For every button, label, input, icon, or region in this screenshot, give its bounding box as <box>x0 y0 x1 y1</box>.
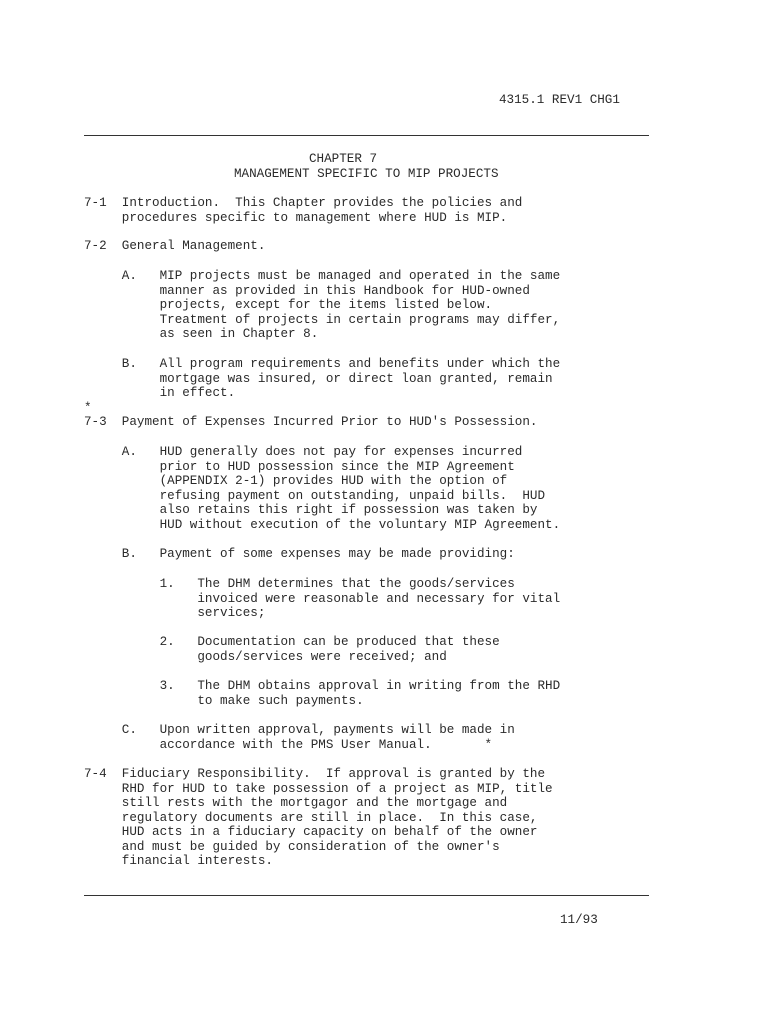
section-7-3-c: C. Upon written approval, payments will be made in accordance with the PMS User Manual. * <box>121 723 515 752</box>
section-7-4: 7-4 Fiduciary Responsibility. If approval is granted by the RHD for HUD to take possession of a project as MIP, title still rests with the mortgagor and the mortgage and regulatory documents are still in place. In this case, HUD acts in a fiduciary capacity on behalf of the owner and must be guided by consideration of the owner's financial interests. <box>84 767 553 868</box>
section-7-3-b: B. Payment of some expenses may be made providing: <box>84 547 515 561</box>
section-7-2-a: A. MIP projects must be managed and operated in the same manner as provided in this Handbook for HUD-owned projects, except for the items listed below. Treatment of projects in certain programs may differ, as seen in Chapter 8. <box>121 269 561 341</box>
section-7-3-heading: 7-3 Payment of Expenses Incurred Prior to HUD's Possession. <box>84 415 538 429</box>
footer-rule <box>84 895 649 896</box>
section-7-3-b-3: 3. The DHM obtains approval in writing from the RHD to make such payments. <box>159 679 561 708</box>
section-7-3-a: A. HUD generally does not pay for expenses incurred prior to HUD possession since the MIP Agreement (APPENDIX 2-1) provides HUD with the option of refusing payment on outstanding, unpaid bills. HUD also retains this right if possession was taken by HUD without execution of the voluntary MIP Agreement. <box>121 445 561 532</box>
section-7-3-b-1: 1. The DHM determines that the goods/services invoiced were reasonable and necessary for vital services; <box>159 577 561 620</box>
footer-date: 11/93 <box>560 913 598 927</box>
section-7-2-heading: 7-2 General Management. <box>84 239 266 253</box>
chapter-number: CHAPTER 7 <box>309 152 378 166</box>
change-mark: * <box>84 401 92 415</box>
chapter-title: MANAGEMENT SPECIFIC TO MIP PROJECTS <box>234 167 499 181</box>
section-7-3-b-2: 2. Documentation can be produced that these goods/services were received; and <box>159 635 500 664</box>
header-rule <box>84 135 649 136</box>
document-id: 4315.1 REV1 CHG1 <box>499 93 620 107</box>
section-7-2-b: B. All program requirements and benefits under which the mortgage was insured, or direct loan granted, remain in effect. <box>121 357 561 400</box>
section-7-1: 7-1 Introduction. This Chapter provides the policies and procedures specific to management where HUD is MIP. <box>84 196 523 225</box>
